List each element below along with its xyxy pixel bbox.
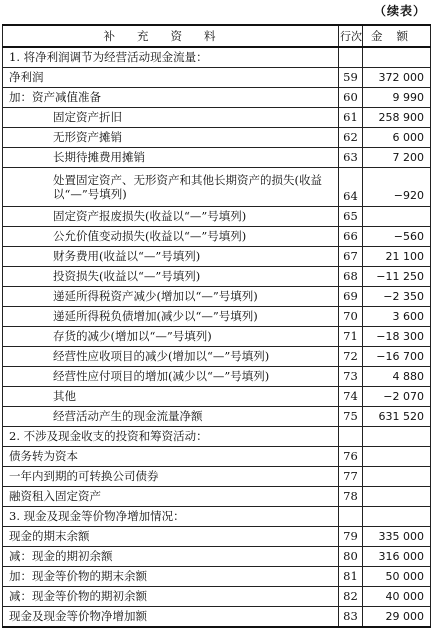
row-amount: 631 520 bbox=[363, 407, 431, 427]
row-line-no: 64 bbox=[339, 168, 363, 207]
continued-label: （续表） bbox=[373, 4, 426, 18]
row-amount: −920 bbox=[363, 168, 431, 207]
table-row bbox=[3, 547, 431, 567]
row-amount: 316 000 bbox=[363, 547, 431, 567]
row-line-no: 83 bbox=[339, 607, 363, 628]
row-amount: −18 300 bbox=[363, 327, 431, 347]
row-amount bbox=[363, 487, 431, 507]
table-row bbox=[3, 567, 431, 587]
row-amount: 6 000 bbox=[363, 128, 431, 148]
row-amount: 9 990 bbox=[363, 88, 431, 108]
row-amount: 3 600 bbox=[363, 307, 431, 327]
row-item: 经营性应收项目的减少(增加以“—”号填列) bbox=[3, 347, 339, 367]
row-amount: 21 100 bbox=[363, 247, 431, 267]
row-line-no: 82 bbox=[339, 587, 363, 607]
row-line-no: 67 bbox=[339, 247, 363, 267]
row-amount: −2 350 bbox=[363, 287, 431, 307]
table-row bbox=[3, 88, 431, 108]
row-item: 净利润 bbox=[3, 68, 339, 88]
row-item: 长期待摊费用摊销 bbox=[3, 148, 339, 168]
row-line-no: 73 bbox=[339, 367, 363, 387]
row-item: 财务费用(收益以“—”号填列) bbox=[3, 247, 339, 267]
table-row bbox=[3, 68, 431, 88]
row-item: 投资损失(收益以“—”号填列) bbox=[3, 267, 339, 287]
row-line-no: 71 bbox=[339, 327, 363, 347]
row-line-no: 74 bbox=[339, 387, 363, 407]
row-line-no: 60 bbox=[339, 88, 363, 108]
row-item: 现金的期末余额 bbox=[3, 527, 339, 547]
table-row bbox=[3, 148, 431, 168]
row-amount: 40 000 bbox=[363, 587, 431, 607]
header-item: 补充资料 bbox=[3, 25, 339, 47]
table-row bbox=[3, 267, 431, 287]
header-amount: 金额 bbox=[363, 25, 431, 47]
row-line-no: 78 bbox=[339, 487, 363, 507]
row-line-no: 66 bbox=[339, 227, 363, 247]
row-line-no: 70 bbox=[339, 307, 363, 327]
row-line-no: 61 bbox=[339, 108, 363, 128]
row-line-no: 69 bbox=[339, 287, 363, 307]
row-line-no bbox=[339, 47, 363, 68]
row-item: 减：现金等价物的期初余额 bbox=[3, 587, 339, 607]
row-item: 递延所得税负债增加(减少以“—”号填列) bbox=[3, 307, 339, 327]
row-amount: −2 070 bbox=[363, 387, 431, 407]
row-line-no: 65 bbox=[339, 207, 363, 227]
row-amount bbox=[363, 207, 431, 227]
row-item: 公允价值变动损失(收益以“—”号填列) bbox=[3, 227, 339, 247]
row-line-no: 72 bbox=[339, 347, 363, 367]
row-line-no: 68 bbox=[339, 267, 363, 287]
table-row bbox=[3, 327, 431, 347]
row-item: 加：资产减值准备 bbox=[3, 88, 339, 108]
table-row bbox=[3, 347, 431, 367]
table-row bbox=[3, 108, 431, 128]
section-row bbox=[3, 47, 431, 68]
table-row bbox=[3, 307, 431, 327]
table-row bbox=[3, 287, 431, 307]
row-item: 固定资产折旧 bbox=[3, 108, 339, 128]
table-row bbox=[3, 168, 431, 207]
table-row bbox=[3, 487, 431, 507]
row-amount bbox=[363, 507, 431, 527]
row-amount: 258 900 bbox=[363, 108, 431, 128]
row-item: 一年内到期的可转换公司债券 bbox=[3, 467, 339, 487]
row-item: 融资租入固定资产 bbox=[3, 487, 339, 507]
table-row bbox=[3, 407, 431, 427]
row-amount: 50 000 bbox=[363, 567, 431, 587]
row-amount bbox=[363, 447, 431, 467]
table-row bbox=[3, 467, 431, 487]
table-row bbox=[3, 227, 431, 247]
table-body bbox=[3, 47, 431, 627]
table-row bbox=[3, 367, 431, 387]
section-title: 2. 不涉及现金收支的投资和筹资活动： bbox=[3, 427, 339, 447]
row-amount: 372 000 bbox=[363, 68, 431, 88]
header-line-no: 行次 bbox=[339, 25, 363, 47]
row-item: 固定资产报废损失(收益以“—”号填列) bbox=[3, 207, 339, 227]
row-line-no bbox=[339, 507, 363, 527]
row-item: 债务转为资本 bbox=[3, 447, 339, 467]
table-row bbox=[3, 207, 431, 227]
row-amount: 335 000 bbox=[363, 527, 431, 547]
row-amount: −560 bbox=[363, 227, 431, 247]
row-item: 经营活动产生的现金流量净额 bbox=[3, 407, 339, 427]
row-line-no: 63 bbox=[339, 148, 363, 168]
section-title: 3. 现金及现金等价物净增加情况： bbox=[3, 507, 339, 527]
row-amount: 7 200 bbox=[363, 148, 431, 168]
table-row bbox=[3, 247, 431, 267]
row-item: 处置固定资产、无形资产和其他长期资产的损失(收益以“—”号填列) bbox=[3, 168, 339, 207]
section-row bbox=[3, 507, 431, 527]
row-item: 存货的减少(增加以“—”号填列) bbox=[3, 327, 339, 347]
section-title: 1. 将净利润调节为经营活动现金流量： bbox=[3, 47, 339, 68]
row-item: 其他 bbox=[3, 387, 339, 407]
table-row bbox=[3, 387, 431, 407]
row-amount bbox=[363, 427, 431, 447]
row-amount: −11 250 bbox=[363, 267, 431, 287]
row-amount bbox=[363, 47, 431, 68]
row-line-no: 81 bbox=[339, 567, 363, 587]
row-line-no: 62 bbox=[339, 128, 363, 148]
row-amount: 29 000 bbox=[363, 607, 431, 628]
row-line-no: 75 bbox=[339, 407, 363, 427]
row-line-no bbox=[339, 427, 363, 447]
row-item: 减：现金的期初余额 bbox=[3, 547, 339, 567]
row-line-no: 77 bbox=[339, 467, 363, 487]
row-line-no: 59 bbox=[339, 68, 363, 88]
row-item: 无形资产摊销 bbox=[3, 128, 339, 148]
row-item: 加：现金等价物的期末余额 bbox=[3, 567, 339, 587]
table-row bbox=[3, 607, 431, 628]
table-row bbox=[3, 128, 431, 148]
table-header-row bbox=[3, 25, 431, 47]
supplementary-info-table bbox=[2, 24, 431, 628]
row-item: 递延所得税资产减少(增加以“—”号填列) bbox=[3, 287, 339, 307]
section-row bbox=[3, 427, 431, 447]
row-amount: 4 880 bbox=[363, 367, 431, 387]
row-amount: −16 700 bbox=[363, 347, 431, 367]
row-line-no: 76 bbox=[339, 447, 363, 467]
table-row bbox=[3, 447, 431, 467]
table-row bbox=[3, 587, 431, 607]
row-amount bbox=[363, 467, 431, 487]
row-item: 现金及现金等价物净增加额 bbox=[3, 607, 339, 628]
row-line-no: 79 bbox=[339, 527, 363, 547]
table-row bbox=[3, 527, 431, 547]
row-line-no: 80 bbox=[339, 547, 363, 567]
row-item: 经营性应付项目的增加(减少以“—”号填列) bbox=[3, 367, 339, 387]
